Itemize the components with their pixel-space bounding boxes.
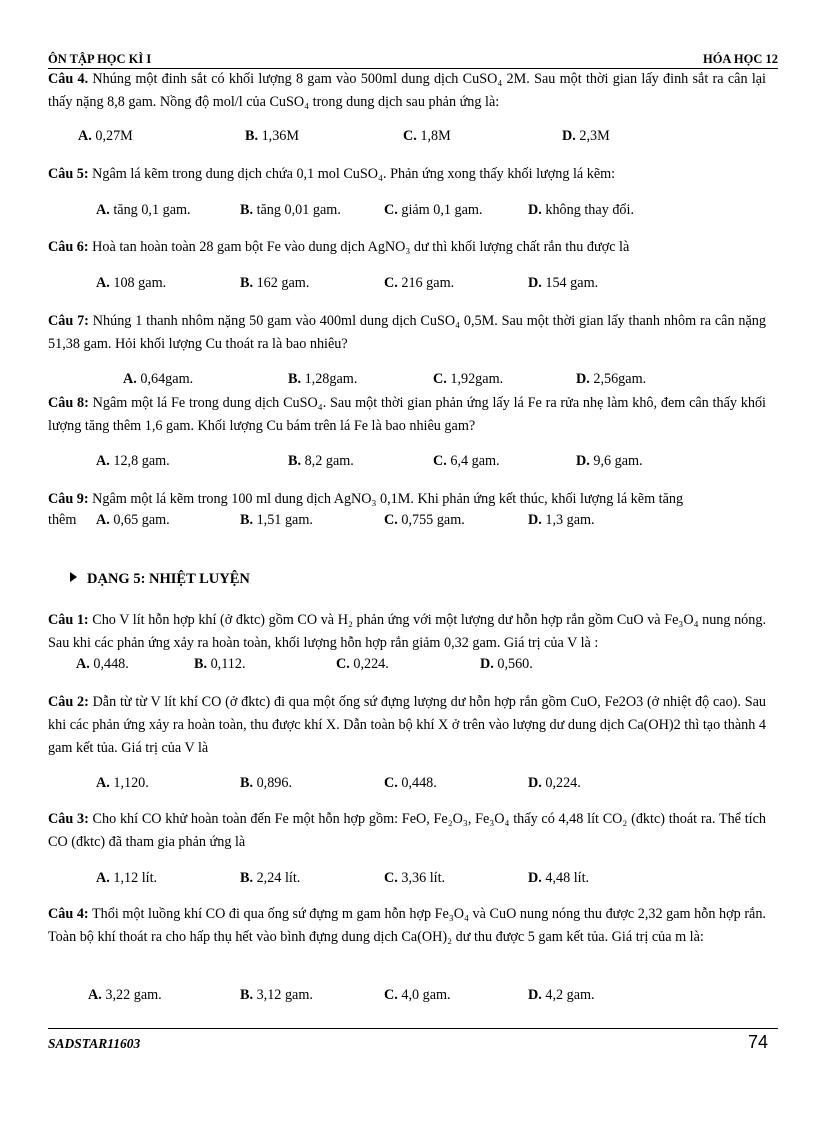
question-p1-9: Câu 9: Ngâm một lá kẽm trong 100 ml dung dịch AgNO₃ 0,1M. Khi phản ứng kết thúc, khối lượng lá kẽm tăng: [48, 491, 684, 507]
header-right: HÓA HỌC 12: [702, 52, 778, 66]
page-header: [48, 52, 778, 69]
header-left: ÔN TẬP HỌC KÌ I: [48, 52, 152, 66]
question-p1-6: Câu 6: Hoà tan hoàn toàn 28 gam bột Fe vào dung dịch AgNO₃ dư thì khối lượng chất rắn thu được là: [48, 239, 630, 255]
question-p1-4: Câu 4. Nhúng một đinh sắt có khối lượng 8 gam vào 500ml dung dịch CuSO₄ 2M. Sau một thời gian lấy đinh sắt ra cân lại thấy nặng 8,8 gam. Nồng độ mol/l của CuSO₄ trong dung dịch sau phản ứng là:: [48, 71, 766, 110]
options-p1-9: thêm A. 0,65 gam. B. 1,51 gam. C. 0,755 gam. D. 1,3 gam.: [48, 512, 595, 528]
arrow-bullet-icon: [70, 572, 77, 582]
question-p1-7: Câu 7: Nhúng 1 thanh nhôm nặng 50 gam vào 400ml dung dịch CuSO₄ 0,5M. Sau một thời gian lấy thanh nhôm ra cân nặng 51,38 gam. Hỏi khối lượng Cu thoát ra là bao nhiêu?: [48, 313, 766, 352]
footer-code: SADSTAR11603: [48, 1036, 141, 1051]
question-p2-1: Câu 1: Cho V lít hỗn hợp khí (ở đktc) gồm CO và H₂ phản ứng với một lượng dư hỗn hợp rắn gồm CuO và Fe₃O₄ nung nóng. Sau khi các phản ứng xảy ra hoàn toàn, khối lượng hỗn hợp rắn giảm 0,32 gam. Giá trị của V là :: [48, 612, 766, 651]
page-number: 74: [747, 1032, 768, 1052]
question-p1-8: Câu 8: Ngâm một lá Fe trong dung dịch CuSO₄. Sau một thời gian phản ứng lấy lá Fe ra rửa nhẹ làm khô, đem cân thấy khối lượng tăng thêm 1,6 gam. Khối lượng Cu bám trên lá Fe là bao nhiêu gam?: [48, 395, 766, 434]
question-p2-4: Câu 4: Thổi một luồng khí CO đi qua ống sứ đựng m gam hỗn hợp Fe₃O₄ và CuO nung nóng thu được 2,32 gam hỗn hợp rắn. Toàn bộ khí thoát ra cho hấp thụ hết vào bình đựng dung dịch Ca(OH)₂ dư thu được 5 gam kết tủa. Giá trị của m là:: [48, 906, 766, 945]
section-heading: DẠNG 5: NHIỆT LUYỆN: [70, 571, 250, 588]
question-p2-3: Câu 3: Cho khí CO khử hoàn toàn đến Fe một hỗn hợp gồm: FeO, Fe₂O₃, Fe₃O₄ thấy có 4,48 lít CO₂ (đktc) thoát ra. Thể tích CO (đktc) đã tham gia phản ứng là: [48, 811, 766, 850]
question-p2-2: Câu 2: Dẫn từ từ V lít khí CO (ở đktc) đi qua một ống sứ đựng lượng dư hỗn hợp rắn gồm CuO, Fe2O3 (ở nhiệt độ cao). Sau khi các phản ứng xảy ra hoàn toàn, thu được khí X. Dẫn toàn bộ khí X ở trên vào lượng dư dung dịch Ca(OH)2 thì tạo thành 4 gam kết tủa. Giá trị của V là: [48, 694, 766, 756]
question-p1-5: Câu 5: Ngâm lá kẽm trong dung dịch chứa 0,1 mol CuSO₄. Phản ứng xong thấy khối lượng lá kẽm:: [48, 166, 616, 182]
footer-rule: [48, 1028, 778, 1029]
